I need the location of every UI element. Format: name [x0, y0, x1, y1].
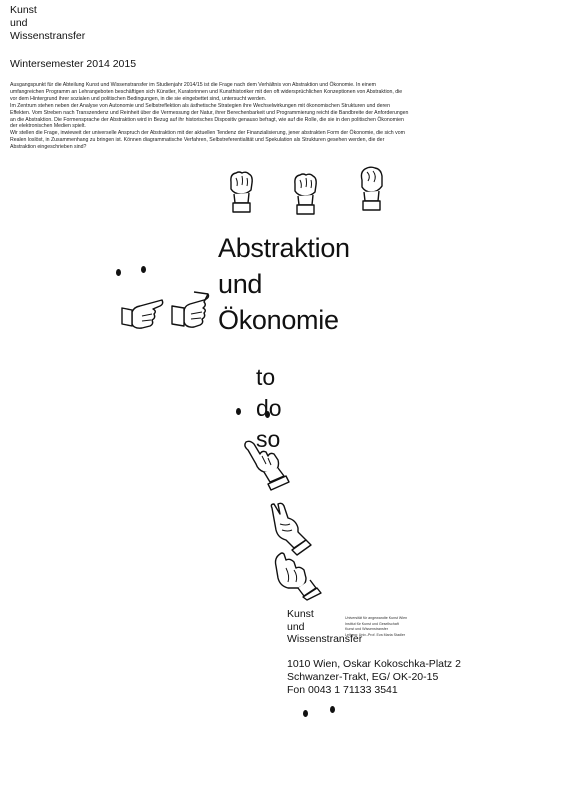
dot-icon [116, 269, 121, 276]
pointing-hand-icon [164, 290, 212, 336]
institution-line: Kunst und Wissenstransfer [345, 627, 388, 632]
footer-line: Wissenstransfer [287, 633, 363, 645]
title-line: Ökonomie [218, 305, 339, 335]
subtitle-line: to [256, 364, 276, 390]
dot-icon [141, 266, 146, 273]
subtitle-line: so [256, 426, 281, 452]
page-title [218, 230, 350, 338]
intro-paragraph: Ausgangspunkt für die Abteilung Kunst und Wissenstransfer im Studienjahr 2014/15 ist die Frage nach dem Verhältnis von Abstraktion und Ökonomie. In einem umfangreichen Programm an Lehrangeboten beschäftigen sich Künstler, Kuratorinnen und Kunsthistoriker mit den oft widersprüchlichen Konzeptionen von Abstraktion, die vor dem Hintergrund ihrer sozialen und politischen Bedingungen, in die sie eingebettet sind, untersucht werden. [10, 82, 403, 102]
address-line: Fon 0043 1 71133 3541 [287, 684, 398, 696]
header-title [10, 4, 85, 43]
header-line: und [10, 17, 28, 29]
pointing-hand-icon [120, 294, 164, 336]
dot-icon [236, 408, 241, 415]
address-line: Schwanzer-Trakt, EG/ OK-20-15 [287, 671, 439, 683]
footer-line: und [287, 620, 305, 633]
dot-icon [303, 710, 308, 717]
intro-text [10, 82, 410, 151]
intro-paragraph: Im Zentrum stehen neben der Analyse von Autonomie und Selbstreflektion als ästhetische Strategien ihre Wechselwirkungen mit ökonomischen Strukturen und deren Effekten. Vom Streben nach Transzendenz und Reinheit über die Vermessung der Natur, ihrer Berechenbarkeit und Programmierung reicht die Bandbreite der Anforderungen an die Abstraktion. Die Formensprache der Abstraktion wird in Bezug auf ihr historisches Dispositiv genauso befragt, wie auf die Rolle, die sie in den politischen Ökonomien der elektronischen Medien spielt. [10, 102, 409, 130]
sign-hand-icon [240, 438, 290, 494]
subtitle-line: do [256, 395, 282, 421]
header-line: Wissenstransfer [10, 30, 86, 42]
intro-paragraph: Wir stellen die Frage, inwieweit der universelle Anspruch der Abstraktion mit der aktuellen Tendenz der Finanzialisierung, jener abstrakten Form der Ökonomie, die sich vom Realen loslöst, in Zusammenhang zu bringen ist. Können diagrammatische Verfahren, Selbstreferentialität und Spekulation als Strukturen gesehen werden, die der Abstraktion eingeschrieben sind? [10, 130, 405, 151]
title-line: und [218, 269, 263, 299]
semester-label: Wintersemester 2014 2015 [10, 58, 137, 70]
fist-hand-icon [226, 170, 256, 214]
footer-line: Kunst [287, 608, 314, 620]
fist-hand-icon [356, 166, 386, 212]
footer-address [287, 658, 461, 697]
header-line: Kunst [10, 4, 37, 16]
institution-line: Universität für angewandte Kunst Wien [345, 616, 408, 620]
title-line: Abstraktion [218, 233, 350, 263]
footer-institution [345, 616, 407, 638]
institution-line: Leitung: Univ.-Prof. Eva Maria Stadler [345, 632, 406, 637]
institution-line: Institut für Kunst und Gesellschaft [345, 621, 399, 626]
dot-icon [330, 706, 335, 713]
sign-hand-icon [270, 548, 322, 600]
address-line: 1010 Wien, Oskar Kokoschka-Platz 2 [287, 658, 461, 670]
fist-hand-icon [290, 172, 320, 216]
